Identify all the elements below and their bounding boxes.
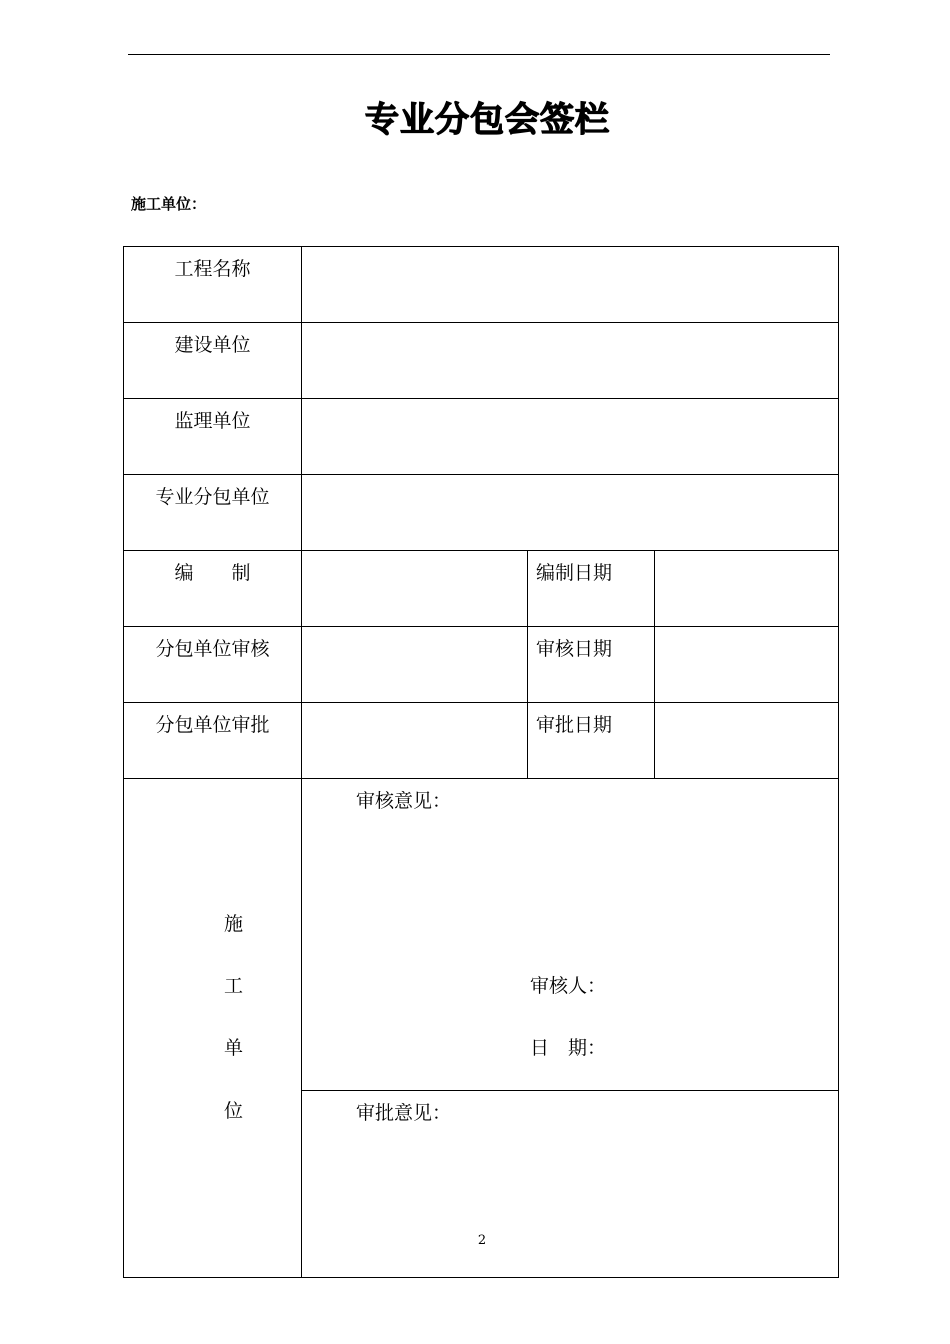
construction-unit-vertical-label xyxy=(124,779,302,1278)
page-title: 专业分包会签栏 xyxy=(365,100,610,140)
page-number: 2 xyxy=(477,1233,487,1248)
table-row xyxy=(124,551,839,627)
vertical-char: 施 xyxy=(224,913,244,935)
approve-date-label: 审批日期 xyxy=(528,703,655,779)
review-opinion-box[interactable] xyxy=(302,779,839,1091)
review-date-label: 审核日期 xyxy=(528,627,655,703)
vertical-char: 单 xyxy=(224,1037,244,1059)
subcontractor-unit-label: 专业分包单位 xyxy=(124,475,302,551)
subcontractor-unit-field[interactable] xyxy=(302,475,839,551)
review-opinion-label: 审核意见： xyxy=(356,790,452,812)
sub-approve-field[interactable] xyxy=(302,703,528,779)
table-row xyxy=(124,399,839,475)
sub-review-label: 分包单位审核 xyxy=(124,627,302,703)
approval-opinion-label: 审批意见： xyxy=(356,1102,452,1124)
sub-approve-label: 分包单位审批 xyxy=(124,703,302,779)
table-row xyxy=(124,627,839,703)
compile-date-label: 编制日期 xyxy=(528,551,655,627)
approval-opinion-box[interactable] xyxy=(302,1091,839,1278)
compiler-label: 编 制 xyxy=(124,551,302,627)
supervisor-unit-label: 监理单位 xyxy=(124,399,302,475)
vertical-char: 工 xyxy=(224,975,244,997)
header-rule xyxy=(128,54,830,55)
construction-unit-label: 施工单位： xyxy=(131,195,207,213)
sub-review-field[interactable] xyxy=(302,627,528,703)
signoff-form-table xyxy=(123,246,839,1278)
table-row xyxy=(124,703,839,779)
owner-unit-label: 建设单位 xyxy=(124,323,302,399)
supervisor-unit-field[interactable] xyxy=(302,399,839,475)
table-row xyxy=(124,247,839,323)
vertical-char: 位 xyxy=(224,1100,244,1122)
review-date-sign-label: 日 期： xyxy=(530,1037,607,1059)
approve-date-field[interactable] xyxy=(655,703,839,779)
review-date-field[interactable] xyxy=(655,627,839,703)
project-name-field[interactable] xyxy=(302,247,839,323)
reviewer-label: 审核人： xyxy=(530,975,607,997)
project-name-label: 工程名称 xyxy=(124,247,302,323)
compile-date-field[interactable] xyxy=(655,551,839,627)
table-row xyxy=(124,475,839,551)
owner-unit-field[interactable] xyxy=(302,323,839,399)
table-row xyxy=(124,779,839,1091)
table-row xyxy=(124,323,839,399)
compiler-field[interactable] xyxy=(302,551,528,627)
